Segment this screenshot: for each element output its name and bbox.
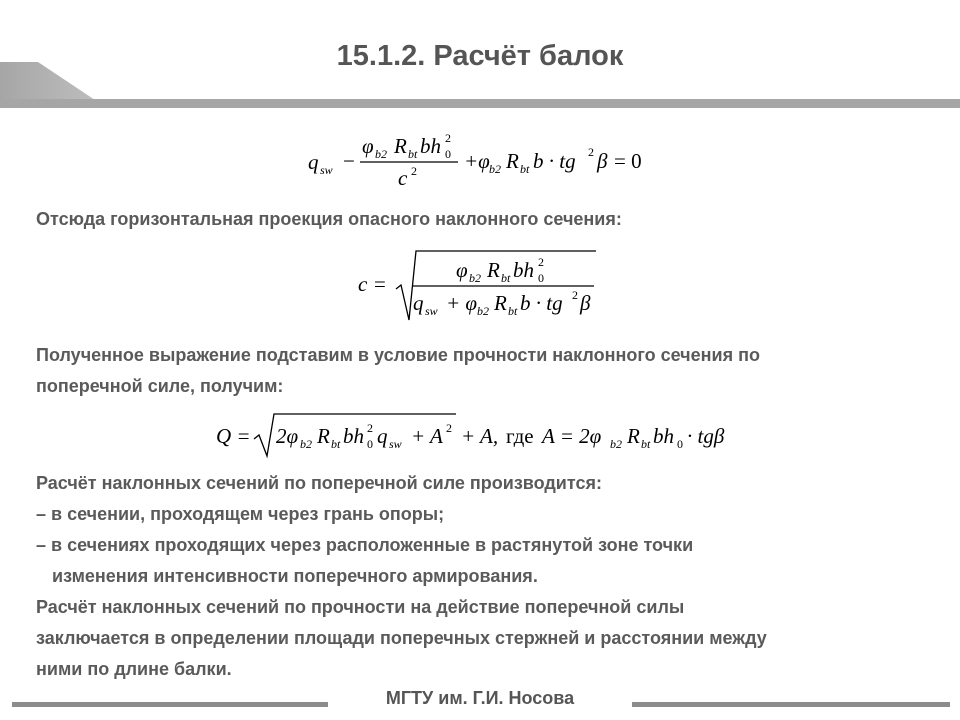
f3-where: где	[506, 424, 534, 448]
f3-A-tg: · tgβ	[687, 424, 725, 448]
f1-eq: = 0	[614, 149, 642, 173]
f3-Q: Q =	[216, 424, 251, 448]
f2-den-q-sub: sw	[425, 304, 438, 318]
header-bar-wedge-base	[0, 99, 95, 108]
f1-minus: −	[343, 149, 355, 173]
f1-num-bh: bh	[420, 134, 441, 158]
f1-plus-phi: +φ	[464, 149, 490, 173]
f1-q-sub: sw	[320, 163, 333, 177]
f3-plus-A: + A	[411, 424, 443, 448]
header-bar	[0, 62, 960, 112]
footer-bar-right	[632, 702, 950, 707]
f1-num-R: R	[394, 134, 407, 158]
f2-num-bh: bh	[513, 258, 534, 282]
f3-A-R-sub: bt	[641, 437, 651, 451]
list-item-2-line-1: – в сечениях проходящих через расположенные в растянутой зоне точки	[36, 535, 694, 555]
f1-num-phi: φ	[362, 134, 374, 158]
f1-den-sup: 2	[411, 164, 417, 178]
f3-bh: bh	[343, 424, 364, 448]
f2-c: c =	[358, 272, 387, 296]
f2-den-plus-phi: + φ	[446, 291, 478, 315]
list-item-1: – в сечении, проходящем через грань опоры;	[36, 504, 445, 524]
f3-R-sub: bt	[331, 437, 341, 451]
f3-A-R: R	[627, 424, 640, 448]
f3-h-sub: 0	[367, 437, 373, 451]
f2-den-q: q	[413, 291, 424, 315]
f2-den-b-tg: b · tg	[520, 291, 563, 315]
page-title: 15.1.2. Расчёт балок	[336, 40, 624, 72]
paragraph-3: Расчёт наклонных сечений по поперечной силе производится:	[36, 473, 602, 493]
formula-3	[210, 408, 770, 463]
f2-den-R: R	[494, 291, 507, 315]
paragraph-4-line-2: заключается в определении площади поперечных стержней и расстоянии между	[36, 628, 767, 648]
f3-A-h-sub: 0	[677, 437, 683, 451]
f3-A-phi-sub: b2	[610, 437, 622, 451]
f3-h-sup: 2	[367, 421, 373, 435]
f1-num-h-sub: 0	[445, 147, 451, 161]
f2-num-phi: φ	[456, 258, 468, 282]
f3-two-phi: 2φ	[276, 424, 299, 448]
f3-q-sub: sw	[389, 437, 402, 451]
f3-phi-sub: b2	[300, 437, 312, 451]
f3-A-bh: bh	[653, 424, 674, 448]
f1-den-c: c	[398, 166, 408, 190]
paragraph-4-line-3: ними по длине балки.	[36, 659, 232, 679]
f2-num-R: R	[487, 258, 500, 282]
f2-den-phi-sub: b2	[477, 304, 489, 318]
f3-q: q	[377, 424, 388, 448]
paragraph-2-line-1: Полученное выражение подставим в условие прочности наклонного сечения по	[36, 345, 760, 365]
f1-num-R-sub: bt	[408, 147, 418, 161]
f1-plus-phi-sub: b2	[489, 162, 501, 176]
f2-den-sup: 2	[572, 288, 578, 302]
f1-plus-R: R	[506, 149, 519, 173]
f2-num-phi-sub: b2	[469, 271, 481, 285]
list-item-2-line-2: изменения интенсивности поперечного армирования.	[52, 566, 538, 586]
f2-num-R-sub: bt	[501, 271, 511, 285]
paragraph-4-line-1: Расчёт наклонных сечений по прочности на действие поперечной силы	[36, 597, 685, 617]
paragraph-2-line-2: поперечной силе, получим:	[36, 376, 284, 396]
header-bar-wedge	[0, 62, 95, 100]
formula-1	[300, 125, 660, 195]
f2-den-R-sub: bt	[508, 304, 518, 318]
f3-A-eq: A = 2φ	[542, 424, 602, 448]
f3-R: R	[317, 424, 330, 448]
f1-q: q	[308, 150, 319, 174]
f2-num-h-sub: 0	[538, 271, 544, 285]
footer-institution: МГТУ им. Г.И. Носова	[385, 688, 575, 708]
f1-tg-sup: 2	[588, 145, 594, 159]
paragraph-1: Отсюда горизонтальная проекция опасного наклонного сечения:	[36, 209, 622, 229]
f2-den-beta: β	[580, 291, 591, 315]
formula-2	[350, 245, 610, 330]
f1-num-h-sup: 2	[445, 131, 451, 145]
header-bar-line	[88, 99, 960, 108]
f1-plus-b-tg: b · tg	[533, 149, 576, 173]
f1-beta: β	[597, 149, 608, 173]
f2-num-h-sup: 2	[538, 255, 544, 269]
f1-num-phi-sub: b2	[375, 147, 387, 161]
f3-tail: + A,	[461, 424, 499, 448]
f3-A-sup: 2	[446, 421, 452, 435]
f1-plus-R-sub: bt	[520, 162, 530, 176]
